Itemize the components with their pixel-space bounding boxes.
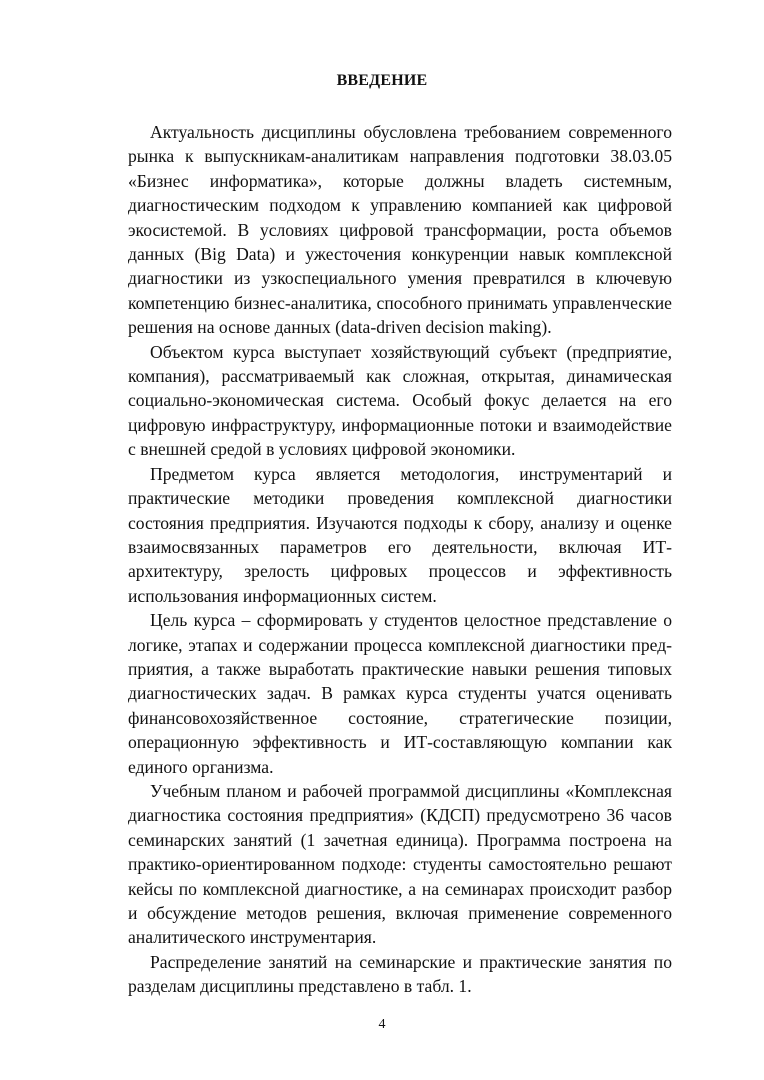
paragraph-goal: Цель курса – сформировать у студентов целостное представление о логике, этапах и содержании процесса комплексной диагностики предприятия, а также выработать практические навыки решения типовых диагностических задач. В рамках курса студенты учатся оценивать финансовохозяйственное состояние, стратегические позиции, операционную эффективность и ИТ-составляющую компании как единого организма. (128, 610, 672, 777)
paragraph-object: Объектом курса выступает хозяйствующий субъект (предприятие, компания), рассматриваемый как сложная, открытая, динамическая социально-экономическая система. Особый фокус делается на его цифровую инфраструктуру, информационные потоки и взаимодействие с внешней средой в условиях цифровой экономики. (128, 341, 672, 460)
paragraph-subject: Предметом курса является методология, инструментарий и практические методики проведения комплексной диагностики состояния предприятия. Изучаются подходы к сбору, анализу и оценке взаимосвязанных параметров его деятельности, включая ИТ-архитектуру, зрелость цифровых процессов и эффективность использования информационных систем. (128, 463, 672, 606)
paragraph-curriculum: Учебным планом и рабочей программой дисциплины «Комплексная диагностика состояния предприятия» (КДСП) предусмотрено 36 часов семинарских занятий (1 зачетная единица). Программа построена на практико-ориентированном подходе: студенты самостоятельно решают кейсы по комплексной диагностике, а на семинарах происходит разбор и обсуждение методов решения, включая применение современного аналитического инструментария. (128, 780, 672, 948)
document-body (128, 120, 672, 999)
page-number: 4 (378, 1017, 386, 1032)
page-title: ВВЕДЕНИЕ (336, 72, 428, 89)
paragraph-distribution: Распределение занятий на семинарские и практические занятия по разделам дисциплины представлено в табл. 1. (128, 951, 672, 997)
paragraph-relevance: Актуальность дисциплины обусловлена требованием современного рынка к выпускникам-аналитикам направления подготовки 38.03.05 «Бизнес информатика», которые должны владеть системным, диагностическим подходом к управлению компанией как цифровой экосистемой. В условиях цифровой трансформации, роста объемов данных (Big Data) и ужесточения конкуренции навык комплексной диагностики из узкоспециального умения превратился в ключевую компетенцию бизнес-аналитика, способного принимать управленческие решения на основе данных (data-driven decision making). (128, 122, 672, 338)
